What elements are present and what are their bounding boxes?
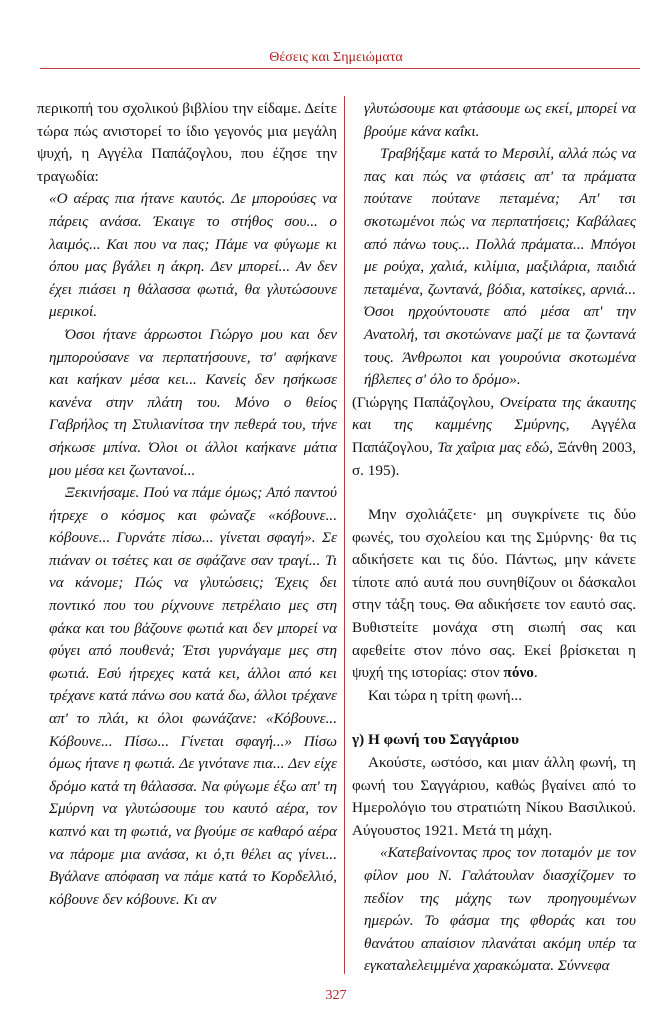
commentary-paragraph: Μην σχολιάζετε· μη συγκρίνετε τις δύο φωνές, του σχολείου και της Σμύρνης· θα τις αδικήσετε και τις δύο. Πάντως, μην κάνετε τίποτε από αυτά που συνηθίζουν οι δάσκαλοι στην τάξη τους. Θα αδικήσετε τον εαυτό σας. Βυθιστείτε μονάχα στη σιωπή σας και αφεθείτε στον πόνο σας. Εκεί βρίσκεται η ψυχή της ιστορίας: στον πόνο. xyxy=(352,506,636,682)
citation: (Γιώργης Παπάζογλου, Ονείρατα της άκαυτης και της καμμένης Σμύρνης, Αγγέλα Παπάζογλου, Τα χαΐρια μας εδώ, Ξάνθη 2003, σ. 195). xyxy=(352,393,637,479)
testimony-paragraph-2: Όσοι ήτανε άρρωστοι Γιώργο μου και δεν ημπορούσανε να περπατήσουνε, τσ' αφήκανε και καήκαν μέσα κει... Κανείς δεν ησήκωσε κανένα στην πλάτη του. Μόνο ο θείος Γαβρήλος τη Στυλιανίτσα την πεθερά του, τήνε σήκωσε μπίνα. Όλοι οι άλλοι καήκανε μάτια μου μέσα κει ζωντανοί... xyxy=(49,325,337,479)
running-header: Θέσεις και Σημειώματα xyxy=(269,50,403,65)
book-subtitle: Τα χαΐρια μας εδώ xyxy=(437,438,550,456)
diary-excerpt: «Κατεβαίνοντας προς τον ποταμόν με τον φίλον μου Ν. Γαλάτουλαν διασχίζομεν το πεδίον της μάχης των προηγουμένων ημερών. Το φάσμα της φθοράς και του θανάτου απαίσιον πλανάται ακόμη υπέρ τα εγκαταλελειμμένα χαρακώματα. Σύννεφα xyxy=(364,844,636,975)
right-column xyxy=(352,98,636,978)
testimony-paragraph-5: Τραβήξαμε κατά το Μερσιλί, αλλά πώς να πας και πώς να φτάσεις απ' τα πράματα πούτανε πούτανε πεταμένα; Απ' τσι σκοτωμένοι πώς να περπατήσεις; Καβάλαες από πάνω τους... Πολλά πράματα... Μπόγοι με ρούχα, χαλιά, κιλίμια, μαξιλάρια, παιδιά πεταμένα, ζωντανά, βόδια, κατσίκες, αρνιά... Όσοι ηρχούντουστε από μέσα απ' την Ανατολή, τσι σκοτώνανε μαζί με τα ζωντανά τους. Άνθρωποι και γουρούνια σκοτωμένα ήβλεπες σ' όλο το δρόμο». xyxy=(364,145,636,389)
header-rule xyxy=(40,68,640,69)
transition-paragraph: Και τώρα η τρίτη φωνή... xyxy=(368,686,522,704)
testimony-paragraph-4: γλυτώσουμε και φτάσουμε ως εκεί, μπορεί να βρούμε κάνα καΐκι. xyxy=(364,100,636,140)
page-number: 327 xyxy=(325,988,347,1003)
column-divider xyxy=(344,96,345,974)
testimony-paragraph-3: Ξεκινήσαμε. Πού να πάμε όμως; Από παντού ήτρεχε ο κόσμος και φώναζε «κόβουνε... κόβουνε... Γυρνάτε πίσω... γίνεται σφαγή». Σε πιάναν οι τσέτες και σε σφάζανε σαν τραγί... Τι να κάνομε; Πώς να γλυτώσεις; Έχεις δει ποντικό που του ρίχνουνε πετρέλαιο μες στη φάκα και του βάζουνε φωτιά και δεν μπορεί να φύγει από πουθενά; Έτσι γυρνάγαμε μες στη φωτιά. Εσύ ήτρεχες κατά κει, άλλοι από κει τρέχανε κατά πάνω σου κατά δω, άλλοι τρέχανε απ' το πλάι, κι όλοι φωνάζανε: «Κόβουνε... Κόβουνε... Πίσω... Γίνεται σφαγή...» Πίσω όμως ήτανε η φωτιά. Δε γινότανε πια... Δεν είχε δρόμο κατά τη θάλασσα. Να φύγωμε έξω απ' τη Σμύρνη να γλυτώσουμε του καυτό αέρα, τον καπνό και τη φωτιά, να βγούμε σε καθαρό αέρα να πάρομε μια ανάσα, κι ό,τι θέλει ας γίνει... Βγάλανε απόφαση να πάμε κατά το Κορδελλιό, κόβουνε δεν κόβουνε. Κι αν xyxy=(49,484,337,908)
intro-paragraph: περικοπή του σχολικού βιβλίου την είδαμε. Δείτε τώρα πώς ανιστορεί το ίδιο γεγονός μια μεγάλη ψυχή, η Αγγέλα Παπάζογλου, που έζησε την τραγωδία: xyxy=(37,100,337,185)
left-column xyxy=(37,98,337,911)
testimony-paragraph-1: «Ο αέρας πια ήτανε καυτός. Δε μπορούσες να πάρεις ανάσα. Έκαιγε το στήθος σου... ο λαιμός... Και που να πας; Πάμε να φύγωμε κι όπου μας βγάλει η άκρη. Δεν μπορεί... Αν δεν έχει πιάσει η θάλασσα φωτιά, θα γλυτώσουνε μερικοί. xyxy=(49,190,337,321)
emphasis-pain: πόνο xyxy=(503,664,534,682)
section-heading: γ) Η φωνή του Σαγγάριου xyxy=(352,731,520,749)
book-title: Ονείρατα της άκαυτης και της καμμένης Σμύρνης xyxy=(352,393,636,434)
sangarios-intro-paragraph: Ακούστε, ωστόσο, και μιαν άλλη φωνή, τη φωνή του Σαγγάριου, καθώς βγαίνει από το Ημερολόγιο του στρατιώτη Νίκου Βασιλικού. Αύγουστος 1921. Μετά τη μάχη. xyxy=(352,754,636,839)
